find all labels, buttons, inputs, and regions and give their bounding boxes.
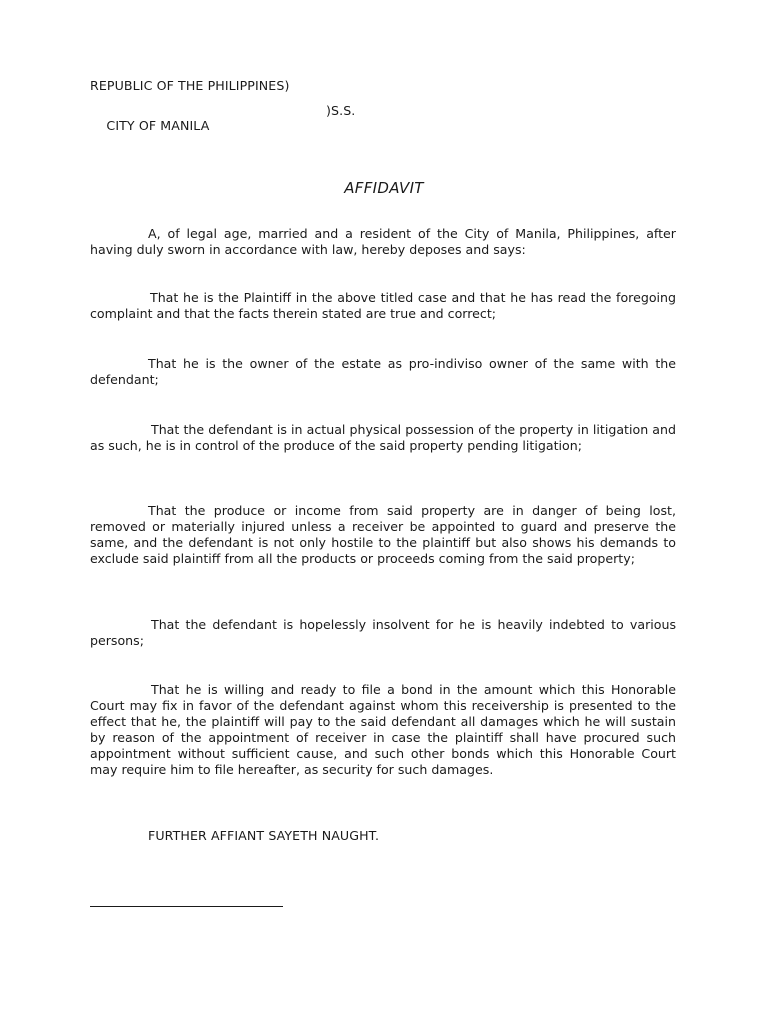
venue-city-name: CITY OF MANILA bbox=[106, 118, 210, 133]
venue-city bbox=[90, 103, 356, 163]
venue-republic: REPUBLIC OF THE PHILIPPINES) bbox=[90, 78, 290, 93]
paragraph-insolvent: That the defendant is hopelessly insolvent for he is heavily indebted to various persons; bbox=[90, 617, 676, 648]
paragraph-danger: That the produce or income from said property are in danger of being lost, removed or materially injured unless a receiver be appointed to guard and preserve the same, and the defendant is not only hostile to the plaintiff but also shows his demands to exclude said plaintiff from all the products or proceeds coming from the said property; bbox=[90, 503, 676, 566]
venue-ss: )S.S. bbox=[326, 103, 356, 118]
closing-statement: FURTHER AFFIANT SAYETH NAUGHT. bbox=[148, 828, 380, 843]
document-title: AFFIDAVIT bbox=[344, 179, 424, 197]
paragraph-possession: That the defendant is in actual physical possession of the property in litigation and as such, he is in control of the produce of the said property pending litigation; bbox=[90, 422, 676, 453]
paragraph-owner: That he is the owner of the estate as pro-indiviso owner of the same with the defendant; bbox=[90, 356, 676, 387]
signature-line bbox=[90, 906, 283, 907]
paragraph-affiant-intro: A, of legal age, married and a resident of the City of Manila, Philippines, after having duly sworn in accordance with law, hereby deposes and says: bbox=[90, 226, 676, 257]
paragraph-plaintiff: That he is the Plaintiff in the above titled case and that he has read the foregoing complaint and that the facts therein stated are true and correct; bbox=[90, 290, 676, 321]
paragraph-bond: That he is willing and ready to file a bond in the amount which this Honorable Court may fix in favor of the defendant against whom this receivership is presented to the effect that he, the plaintiff will pay to the said defendant all damages which he will sustain by reason of the appointment of receiver in case the plaintiff shall have procured such appointment without sufficient cause, and such other bonds which this Honorable Court may require him to file hereafter, as security for such damages. bbox=[90, 682, 676, 777]
